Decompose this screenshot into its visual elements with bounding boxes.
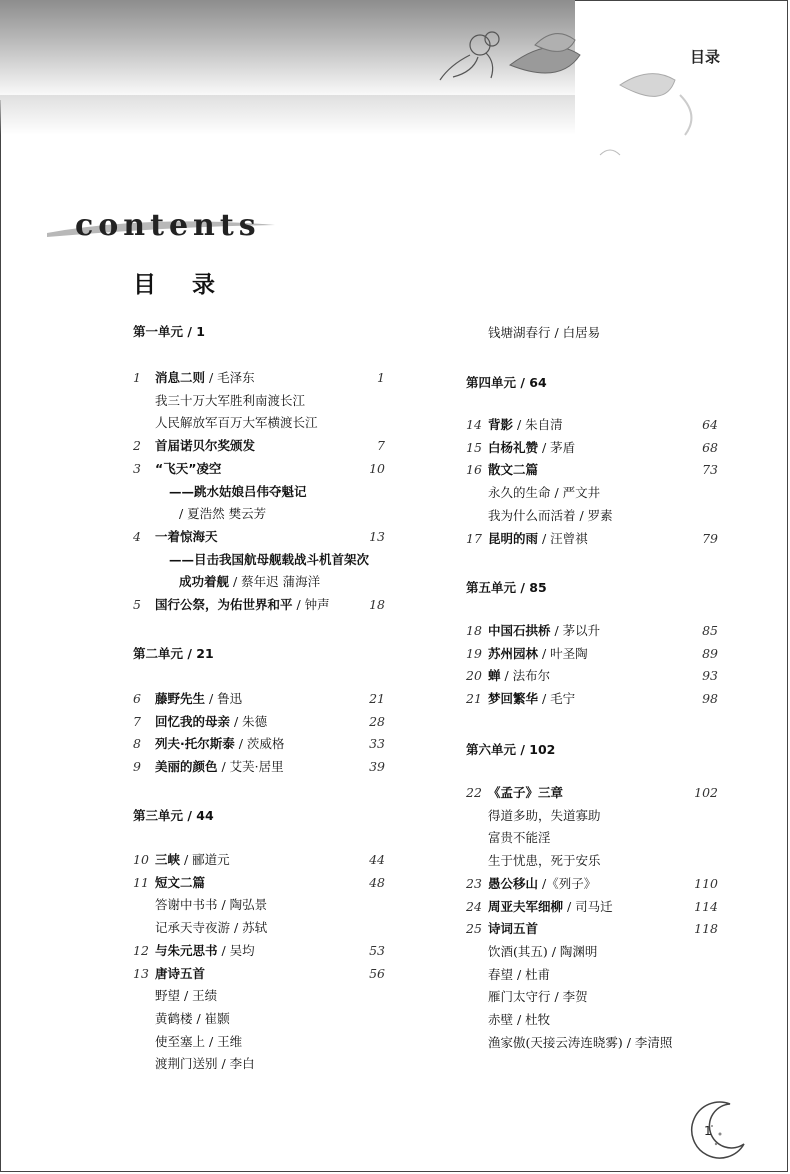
unit-heading[interactable]: 第一单元 / 1 xyxy=(133,324,205,339)
toc-entry-author: / 郦道元 xyxy=(180,852,230,867)
toc-entry-title: 中国石拱桥 xyxy=(488,623,551,638)
toc-subentry[interactable] xyxy=(466,1033,718,1053)
toc-subentry[interactable] xyxy=(466,965,718,985)
toc-page-number: 56 xyxy=(369,965,385,981)
toc-entry-title: 愚公移山 xyxy=(488,875,539,891)
toc-page-number: 68 xyxy=(702,439,718,455)
toc-entry[interactable] xyxy=(133,873,385,893)
toc-entry-title: 三峡 xyxy=(155,852,181,867)
toc-entry[interactable] xyxy=(133,368,385,388)
toc-entry-number: 1 xyxy=(133,370,141,385)
toc-subentry-text: 人民解放军百万大军横渡长江 xyxy=(155,415,318,431)
contents-logo xyxy=(45,195,285,245)
toc-page-number: 1 xyxy=(377,370,385,385)
toc-entry-title: 苏州园林 xyxy=(488,645,539,661)
unit-heading[interactable]: 第五单元 / 85 xyxy=(466,580,547,595)
toc-subentry[interactable] xyxy=(466,323,718,343)
toc-entry-number: 21 xyxy=(466,691,482,707)
toc-entry-title: 短文二篇 xyxy=(155,874,206,890)
toc-entry-title: 《孟子》三章 xyxy=(488,785,564,800)
unit-heading[interactable]: 第二单元 / 21 xyxy=(133,646,214,661)
toc-entry-number: 15 xyxy=(466,439,482,455)
toc-subentry[interactable] xyxy=(133,504,385,524)
toc-entry-number: 10 xyxy=(133,852,149,867)
toc-entry-title: “飞天”凌空 xyxy=(155,460,222,476)
toc-subentry-text: 富贵不能淫 xyxy=(488,830,551,846)
toc-entry[interactable] xyxy=(133,527,385,547)
toc-entry[interactable] xyxy=(133,689,385,709)
toc-entry-author: / 鲁迅 xyxy=(205,691,243,706)
toc-entry-title: 梦回繁华 xyxy=(488,691,539,707)
toc-subentry[interactable] xyxy=(466,828,718,848)
toc-subentry-text: 得道多助，失道寡助 xyxy=(488,807,601,823)
toc-entry-author: / 叶圣陶 xyxy=(538,645,588,661)
toc-subentry[interactable] xyxy=(466,483,718,503)
toc-entry-title: 诗词五首 xyxy=(488,921,539,937)
toc-subentry[interactable] xyxy=(133,918,385,938)
toc-entry-title: 成功着舰 xyxy=(179,574,230,590)
toc-subentry[interactable] xyxy=(133,482,385,502)
toc-page-number: 7 xyxy=(377,438,385,454)
toc-entry-author: / 钟声 xyxy=(292,597,330,612)
contents-logo-text: contents xyxy=(75,208,261,243)
toc-entry-author: / 茅盾 xyxy=(538,439,576,455)
toc-subentry[interactable] xyxy=(133,1009,385,1029)
toc-entry-number: 14 xyxy=(466,417,482,432)
toc-entry[interactable] xyxy=(133,964,385,984)
toc-entry[interactable] xyxy=(133,941,385,961)
page-number: 1 xyxy=(704,1124,712,1138)
toc-page-number: 53 xyxy=(369,942,385,958)
toc-entry-title: 与朱元思书 xyxy=(155,942,218,958)
toc-subentry[interactable] xyxy=(133,550,385,570)
toc-entry-title: 周亚夫军细柳 xyxy=(488,898,564,914)
toc-page-number: 44 xyxy=(369,852,385,867)
toc-entry[interactable] xyxy=(466,644,718,664)
toc-entry-title: 散文二篇 xyxy=(488,462,539,478)
toc-page-number: 98 xyxy=(702,691,718,707)
toc-entry-author: / 茨威格 xyxy=(234,736,285,752)
toc-subentry[interactable] xyxy=(466,942,718,962)
toc-subentry[interactable] xyxy=(133,413,385,433)
toc-subentry-text: 春望 / 杜甫 xyxy=(488,966,551,982)
toc-entry-number: 18 xyxy=(466,623,482,638)
unit-heading[interactable]: 第四单元 / 64 xyxy=(466,375,547,390)
toc-entry-number: 24 xyxy=(466,898,482,914)
toc-subentry-text: 渔家傲(天接云涛连晓雾) / 李清照 xyxy=(488,1034,673,1050)
toc-entry[interactable] xyxy=(466,529,718,549)
toc-entry[interactable] xyxy=(133,734,385,754)
toc-subentry-text: 我为什么而活着 / 罗素 xyxy=(488,507,613,523)
toc-subentry[interactable] xyxy=(133,1054,385,1074)
toc-subentry[interactable] xyxy=(133,572,385,592)
toc-entry-title: 首届诺贝尔奖颁发 xyxy=(155,438,256,454)
toc-entry-number: 25 xyxy=(466,921,482,937)
toc-entry-title: 藤野先生 xyxy=(155,691,206,706)
toc-page-number: 79 xyxy=(702,530,718,546)
toc-entry-author: / 汪曾祺 xyxy=(538,530,588,546)
toc-entry-number: 3 xyxy=(133,460,141,476)
toc-entry-number: 13 xyxy=(133,965,149,981)
toc-subentry-text: 黄鹤楼 / 崔颢 xyxy=(155,1010,230,1026)
toc-entry-number: 11 xyxy=(133,874,149,890)
toc-subentry-text: 生于忧患，死于安乐 xyxy=(488,853,601,869)
toc-entry-author: /《列子》 xyxy=(538,875,597,891)
toc-entry-number: 23 xyxy=(466,875,482,891)
toc-entry[interactable] xyxy=(133,712,385,732)
toc-entry[interactable] xyxy=(133,459,385,479)
toc-subentry-text: 雁门太守行 / 李贺 xyxy=(488,989,588,1005)
toc-entry-title: 唐诗五首 xyxy=(155,965,206,981)
toc-subentry-text: 记承天寺夜游 / 苏轼 xyxy=(155,920,268,936)
toc-subentry-text: 永久的生命 / 严文井 xyxy=(488,485,601,501)
toc-page-number: 102 xyxy=(694,785,718,800)
toc-entry-number: 2 xyxy=(133,438,141,454)
crescent-moon-icon xyxy=(690,1098,754,1162)
toc-page-number: 85 xyxy=(702,623,718,638)
toc-page-number: 13 xyxy=(369,528,385,544)
toc-entry[interactable] xyxy=(133,595,385,615)
toc-entry-title: 美丽的颜色 xyxy=(155,759,218,775)
toc-page-number: 114 xyxy=(694,898,718,914)
toc-entry-number: 17 xyxy=(466,530,482,546)
toc-page-number: 118 xyxy=(694,921,718,937)
toc-subentry[interactable] xyxy=(466,806,718,826)
toc-page-number: 21 xyxy=(369,691,385,706)
toc-entry[interactable] xyxy=(466,460,718,480)
toc-subentry-text: / 夏浩然 樊云芳 xyxy=(179,506,267,522)
toc-entry[interactable] xyxy=(133,436,385,456)
toc-entry-number: 8 xyxy=(133,736,141,752)
toc-entry-title: 背影 xyxy=(488,417,514,432)
toc-entry[interactable] xyxy=(466,666,718,686)
toc-entry[interactable] xyxy=(466,689,718,709)
toc-entry[interactable] xyxy=(466,897,718,917)
toc-page-number: 10 xyxy=(369,460,385,476)
toc-subentry-text: 野望 / 王绩 xyxy=(155,988,218,1004)
toc-page-number: 39 xyxy=(369,759,385,775)
toc-entry-title: ——跳水姑娘吕伟夺魁记 xyxy=(169,483,307,499)
toc-subentry-text: 饮酒(其五) / 陶渊明 xyxy=(488,943,598,959)
toc-entry-author: / 吴均 xyxy=(217,942,255,958)
toc-entry[interactable] xyxy=(466,874,718,894)
toc-entry-title: 回忆我的母亲 xyxy=(155,713,231,729)
toc-entry-title: 昆明的雨 xyxy=(488,530,539,546)
toc-entry[interactable] xyxy=(466,621,718,641)
toc-entry[interactable] xyxy=(133,850,385,870)
toc-entry[interactable] xyxy=(466,438,718,458)
toc-entry-title: 白杨礼赞 xyxy=(488,439,539,455)
toc-entry[interactable] xyxy=(466,783,718,803)
toc-subentry-text: 使至塞上 / 王维 xyxy=(155,1033,243,1049)
toc-entry-author: / 毛泽东 xyxy=(205,370,255,385)
toc-entry[interactable] xyxy=(133,757,385,777)
toc-entry-title: ——目击我国航母舰载战斗机首架次 xyxy=(169,551,370,567)
unit-heading[interactable]: 第三单元 / 44 xyxy=(133,808,214,823)
toc-entry-title: 蝉 xyxy=(488,668,501,684)
page-title: 目 录 xyxy=(133,272,230,298)
toc-page-number: 33 xyxy=(369,736,385,752)
toc-page-number: 73 xyxy=(702,462,718,478)
toc-page-number: 110 xyxy=(694,875,718,891)
unit-heading[interactable]: 第六单元 / 102 xyxy=(466,742,556,757)
header-label: 目录 xyxy=(690,48,721,66)
toc-entry-number: 20 xyxy=(466,668,482,684)
toc-page-number: 18 xyxy=(369,597,385,612)
toc-entry-number: 22 xyxy=(466,785,482,800)
toc-entry-number: 4 xyxy=(133,528,141,544)
toc-subentry[interactable] xyxy=(133,895,385,915)
toc-entry-number: 12 xyxy=(133,942,149,958)
toc-entry-author: / 朱自清 xyxy=(513,417,563,432)
toc-subentry[interactable] xyxy=(133,986,385,1006)
toc-entry-number: 9 xyxy=(133,759,141,775)
toc-page-number: 64 xyxy=(702,417,718,432)
toc-entry-author: / 蔡年迟 蒲海洋 xyxy=(229,574,321,590)
toc-subentry[interactable] xyxy=(466,1010,718,1030)
toc-subentry-text: 钱塘湖春行 / 白居易 xyxy=(488,325,601,340)
toc-entry-title: 消息二则 xyxy=(155,370,206,385)
toc-entry-author: / 司马迁 xyxy=(563,898,613,914)
toc-subentry[interactable] xyxy=(466,851,718,871)
toc-entry-title: 国行公祭，为佑世界和平 xyxy=(155,597,293,612)
toc-page-number: 93 xyxy=(702,668,718,684)
ink-flower-illustration xyxy=(420,15,750,185)
toc-entry-number: 16 xyxy=(466,462,482,478)
toc-entry-number: 6 xyxy=(133,691,141,706)
toc-entry-author: / 法布尔 xyxy=(500,668,551,684)
toc-entry-author: / 茅以升 xyxy=(550,623,601,638)
toc-entry-author: / 毛宁 xyxy=(538,691,576,707)
toc-entry-number: 5 xyxy=(133,597,141,612)
toc-entry-author: / 艾芙·居里 xyxy=(217,759,284,775)
toc-subentry[interactable] xyxy=(466,987,718,1007)
toc-subentry[interactable] xyxy=(133,391,385,411)
toc-entry-number: 7 xyxy=(133,713,141,729)
toc-subentry-text: 我三十万大军胜利南渡长江 xyxy=(155,392,306,408)
toc-page-number: 28 xyxy=(369,713,385,729)
toc-entry[interactable] xyxy=(466,415,718,435)
toc-subentry-text: 赤壁 / 杜牧 xyxy=(488,1012,551,1027)
toc-page-number: 48 xyxy=(369,874,385,890)
toc-entry[interactable] xyxy=(466,919,718,939)
toc-subentry-text: 渡荆门送别 / 李白 xyxy=(155,1056,255,1072)
toc-entry-author: / 朱德 xyxy=(230,713,268,729)
toc-entry-title: 一着惊海天 xyxy=(155,528,218,544)
toc-entry-number: 19 xyxy=(466,645,482,661)
toc-page-number: 89 xyxy=(702,645,718,661)
toc-subentry-text: 答谢中书书 / 陶弘景 xyxy=(155,897,268,913)
toc-entry-title: 列夫·托尔斯泰 xyxy=(155,736,235,752)
toc-subentry[interactable] xyxy=(133,1032,385,1052)
toc-subentry[interactable] xyxy=(466,506,718,526)
